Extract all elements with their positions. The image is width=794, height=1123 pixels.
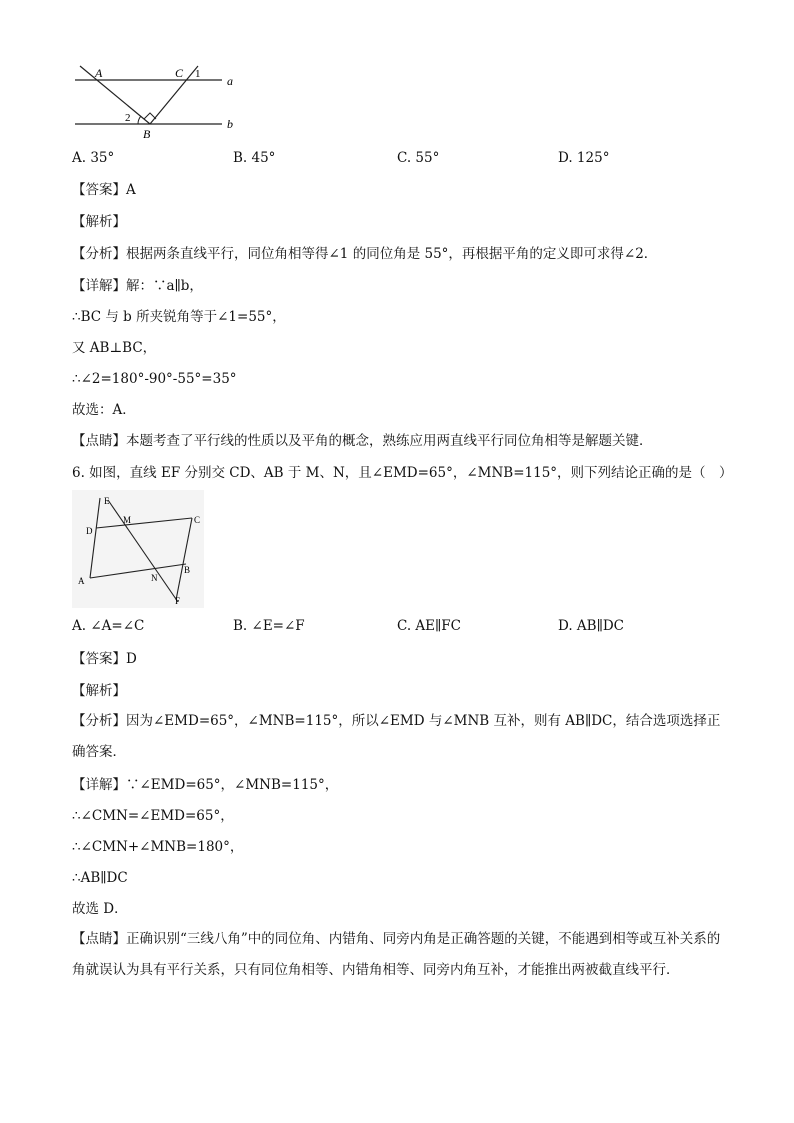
- line-ab: [90, 564, 186, 578]
- q6-question: 6. 如图，直线 EF 分别交 CD、AB 于 M、N，且∠EMD=65°，∠MNB=115°，则下列结论正确的是（ ）: [72, 465, 733, 481]
- line-ef: [108, 500, 178, 602]
- q5-option-b[interactable]: B. 45°: [233, 150, 276, 166]
- q5-answer: 【答案】A: [72, 182, 136, 198]
- label-f: F: [175, 596, 181, 606]
- q6-option-d[interactable]: D. AB∥DC: [558, 618, 624, 634]
- q5-option-a[interactable]: A. 35°: [72, 150, 115, 166]
- q6-detail-2: ∴∠CMN=∠EMD=65°，: [72, 808, 234, 824]
- line-dc: [96, 518, 192, 528]
- q6-option-c[interactable]: C. AE∥FC: [397, 618, 461, 634]
- q6-detail-3: ∴∠CMN+∠MNB=180°，: [72, 839, 244, 855]
- label-a: A: [78, 576, 85, 586]
- q5-detail-5: 故选：A．: [72, 402, 136, 418]
- label-point-c: C: [175, 66, 184, 80]
- q5-detail-3: 又 AB⊥BC，: [72, 340, 157, 356]
- q6-option-b[interactable]: B. ∠E=∠F: [233, 618, 305, 634]
- label-point-b: B: [143, 127, 151, 141]
- q5-option-c[interactable]: C. 55°: [397, 150, 440, 166]
- line-cb: [176, 518, 192, 600]
- label-angle-1: 1: [195, 68, 201, 80]
- q6-figure: [72, 490, 204, 608]
- label-e: E: [104, 496, 110, 506]
- q6-comment: 【点睛】正确识别“三线八角”中的同位角、内错角、同旁内角是正确答题的关键，不能遇到相等或互补关系的角就误认为具有平行关系，只有同位角相等、内错角相等、同旁内角互补，才能推出两被截直线平行．: [72, 931, 721, 978]
- q5-analysis: 【分析】根据两条直线平行，同位角相等得∠1 的同位角是 55°，再根据平角的定义即可求得∠2．: [72, 246, 658, 262]
- label-m: M: [123, 515, 132, 525]
- label-line-a: a: [227, 74, 233, 88]
- q5-option-d[interactable]: D. 125°: [558, 150, 610, 166]
- q5-analysis-title: 【解析】: [72, 214, 126, 230]
- label-d: D: [86, 526, 93, 536]
- segment-ab: [80, 66, 150, 124]
- q5-figure: [70, 60, 250, 142]
- line-ad: [90, 498, 100, 578]
- label-n: N: [151, 573, 158, 583]
- q6-detail-1: 【详解】∵∠EMD=65°，∠MNB=115°，: [72, 777, 339, 793]
- q5-detail-4: ∴∠2=180°-90°-55°=35°: [72, 371, 237, 387]
- q6-analysis-title: 【解析】: [72, 683, 126, 699]
- angle2-arc: [138, 116, 141, 124]
- q5-detail-1: 【详解】解：∵a∥b，: [72, 278, 203, 294]
- label-angle-2: 2: [125, 112, 131, 124]
- segment-bc: [150, 66, 198, 124]
- label-point-a: A: [95, 66, 103, 80]
- label-line-b: b: [227, 117, 233, 131]
- q5-detail-2: ∴BC 与 b 所夹锐角等于∠1=55°，: [72, 309, 286, 325]
- q6-detail-4: ∴AB∥DC: [72, 870, 128, 886]
- q6-detail-5: 故选 D．: [72, 901, 128, 917]
- q6-option-a[interactable]: A. ∠A=∠C: [72, 618, 145, 634]
- label-c: C: [194, 515, 201, 525]
- q6-analysis: 【分析】因为∠EMD=65°，∠MNB=115°，所以∠EMD 与∠MNB 互补，则有 AB∥DC，结合选项选择正确答案．: [72, 713, 721, 760]
- q5-comment: 【点睛】本题考查了平行线的性质以及平角的概念，熟练应用两直线平行同位角相等是解题关键．: [72, 433, 653, 449]
- q6-answer: 【答案】D: [72, 651, 137, 667]
- label-b: B: [184, 565, 191, 575]
